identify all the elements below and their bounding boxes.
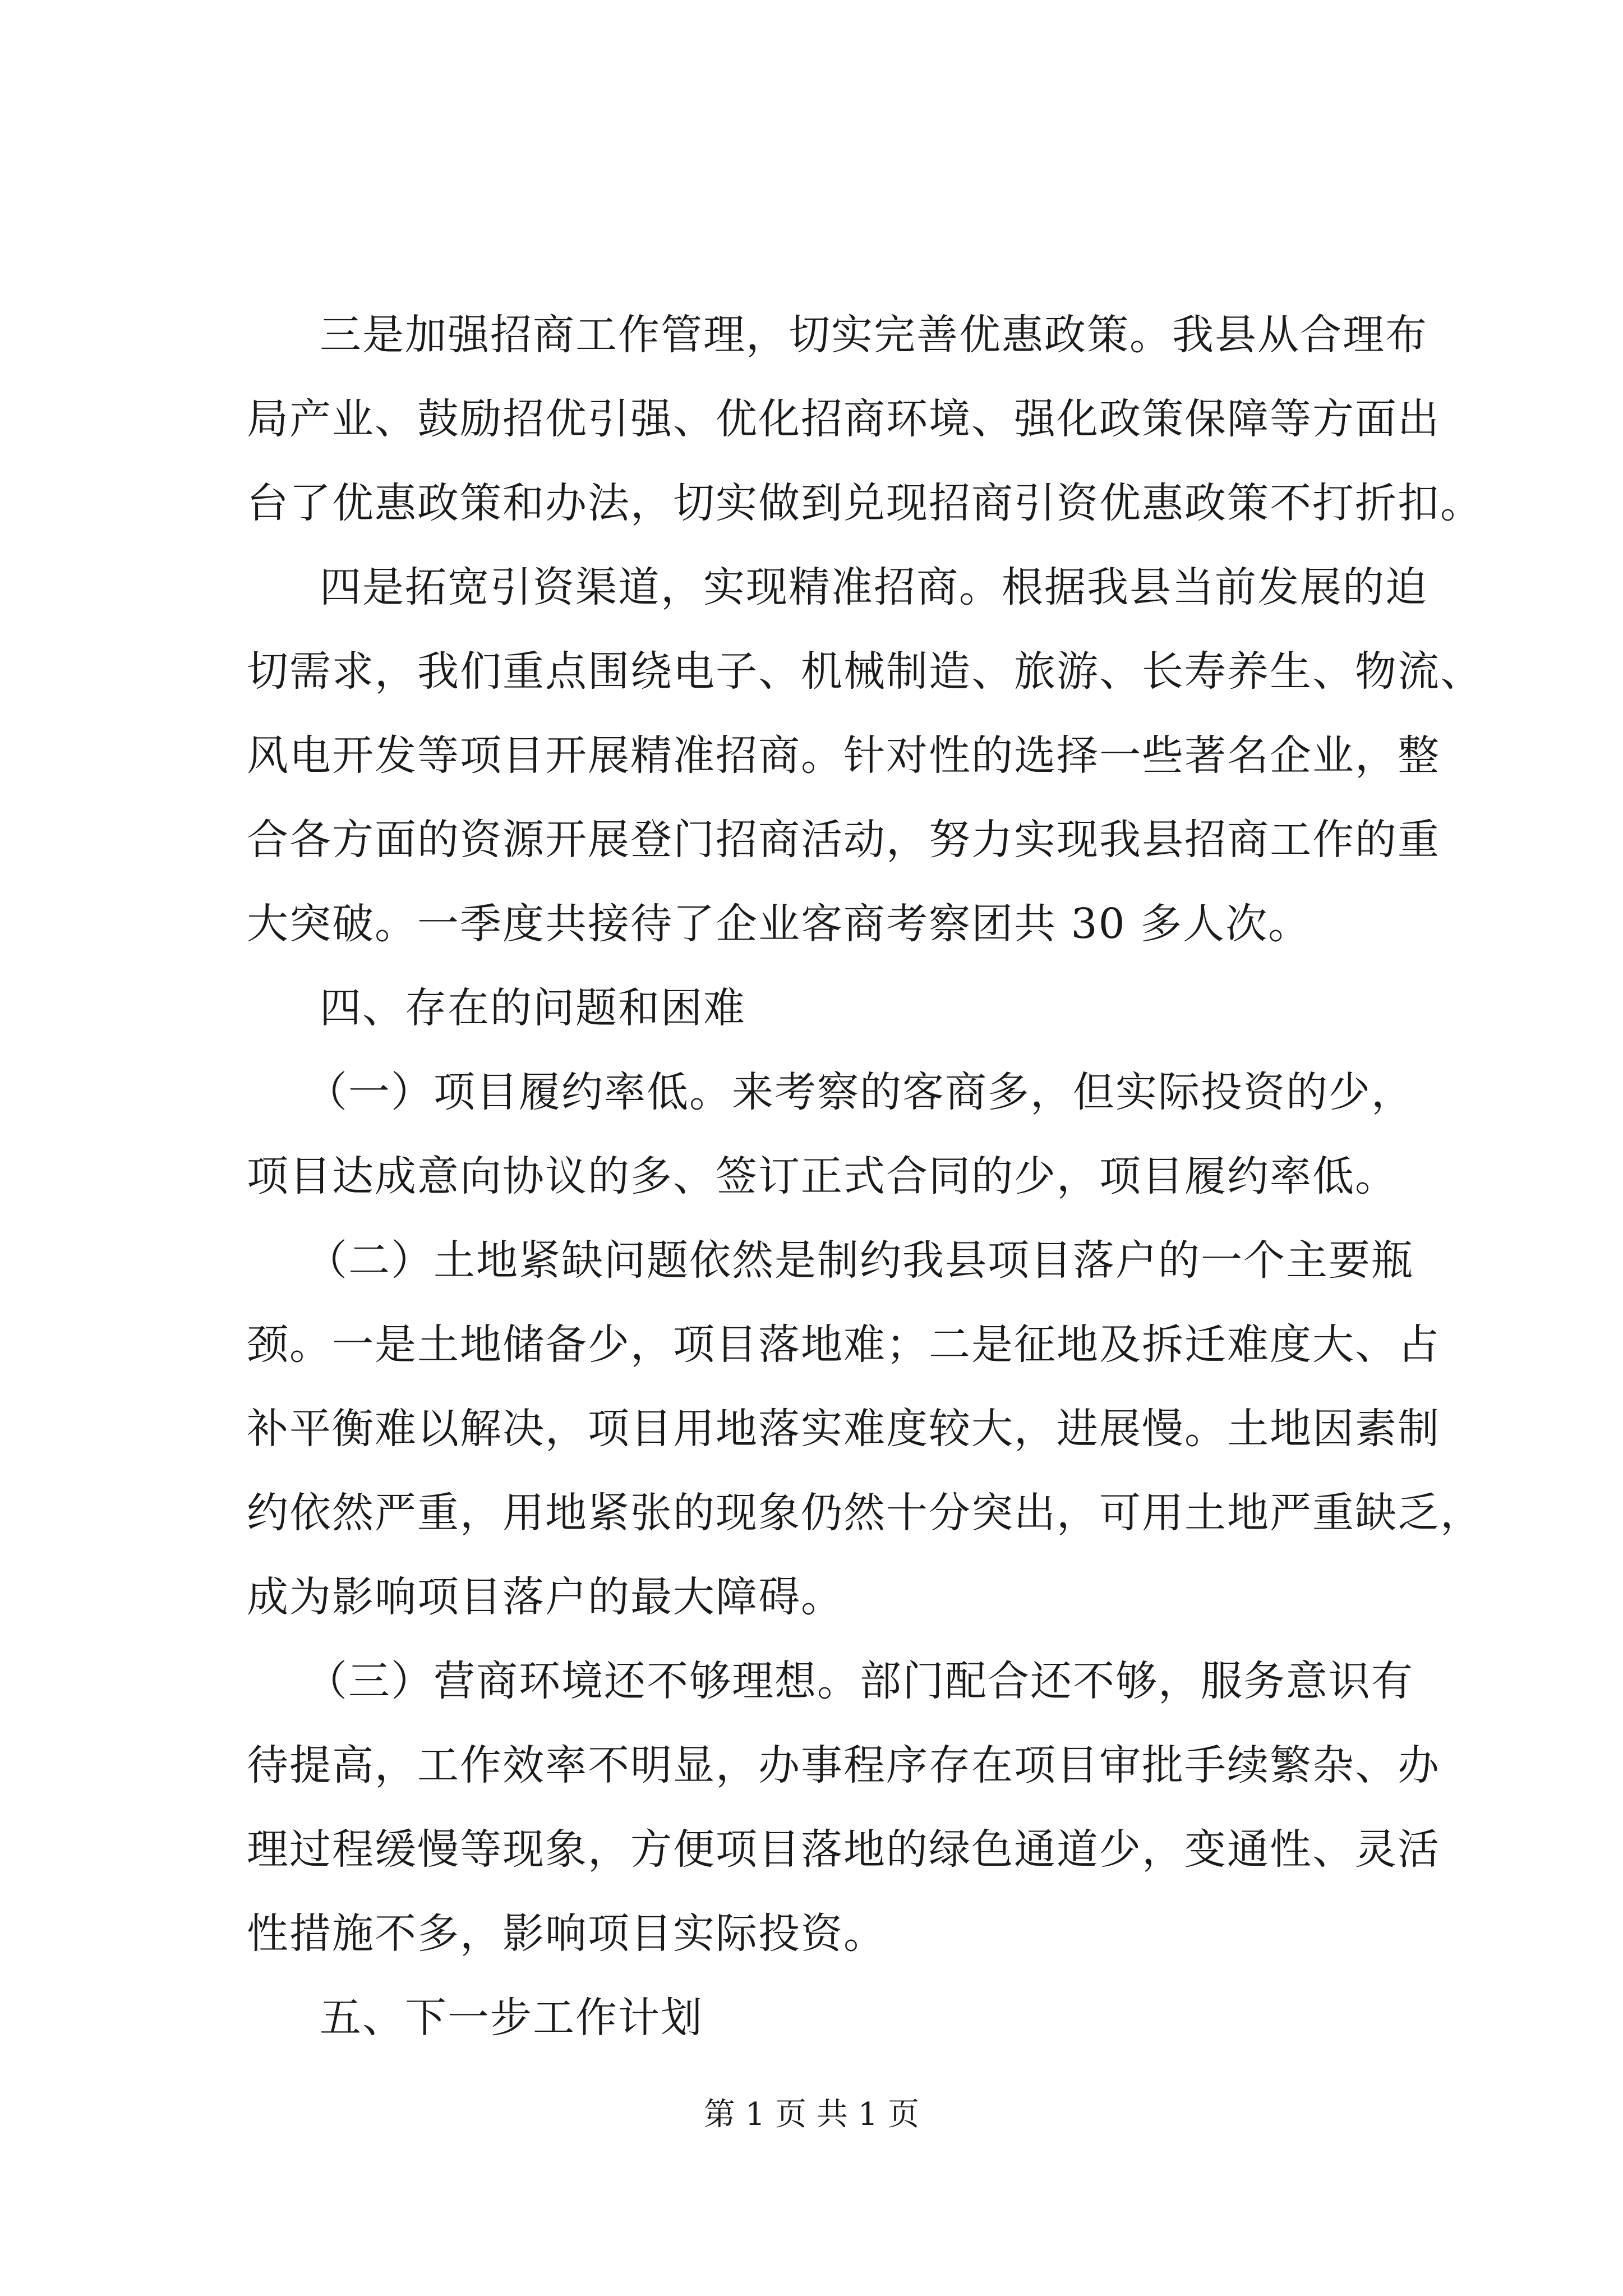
text-line: 四是拓宽引资渠道，实现精准招商。根据我县当前发展的迫 — [320, 563, 1428, 611]
text-line: 三是加强招商工作管理，切实完善优惠政策。我县从合理布 — [320, 311, 1428, 359]
text-line: 台了优惠政策和办法，切实做到兑现招商引资优惠政策不打折扣。 — [247, 479, 1483, 527]
text-line: 项目达成意向协议的多、签订正式合同的少，项目履约率低。 — [247, 1152, 1398, 1200]
text-line: 颈。一是土地储备少，项目落地难；二是征地及拆迁难度大、占 — [247, 1320, 1440, 1369]
page-footer: 第 1 页 共 1 页 — [703, 2096, 920, 2133]
text-line: 风电开发等项目开展精准招商。针对性的选择一些著名企业，整 — [247, 731, 1440, 780]
text-line: 性措施不多，影响项目实际投资。 — [247, 1910, 886, 1958]
text-line: 待提高，工作效率不明显，办事程序存在项目审批手续繁杂、办 — [247, 1741, 1440, 1789]
text-line: 局产业、鼓励招优引强、优化招商环境、强化政策保障等方面出 — [247, 395, 1440, 443]
text-line: （三）营商环境还不够理想。部门配合还不够，服务意识有 — [306, 1657, 1414, 1705]
text-line: 合各方面的资源开展登门招商活动，努力实现我县招商工作的重 — [247, 816, 1440, 864]
text-line: 补平衡难以解决，项目用地落实难度较大，进展慢。土地因素制 — [247, 1405, 1440, 1453]
text-line: 大突破。一季度共接待了企业客商考察团共 30 多人次。 — [247, 900, 1311, 948]
text-line: （二）土地紧缺问题依然是制约我县项目落户的一个主要瓶 — [306, 1236, 1414, 1285]
section-heading: 四、存在的问题和困难 — [320, 984, 746, 1032]
text-line: 成为影响项目落户的最大障碍。 — [247, 1573, 843, 1621]
text-line: （一）项目履约率低。来考察的客商多，但实际投资的少， — [306, 1068, 1414, 1116]
text-line: 理过程缓慢等现象，方便项目落地的绿色通道少，变通性、灵活 — [247, 1825, 1440, 1874]
section-heading: 五、下一步工作计划 — [320, 1994, 703, 2042]
text-line: 约依然严重，用地紧张的现象仍然十分突出，可用土地严重缺乏， — [247, 1489, 1483, 1537]
text-line: 切需求，我们重点围绕电子、机械制造、旅游、长寿养生、物流、 — [247, 647, 1483, 696]
